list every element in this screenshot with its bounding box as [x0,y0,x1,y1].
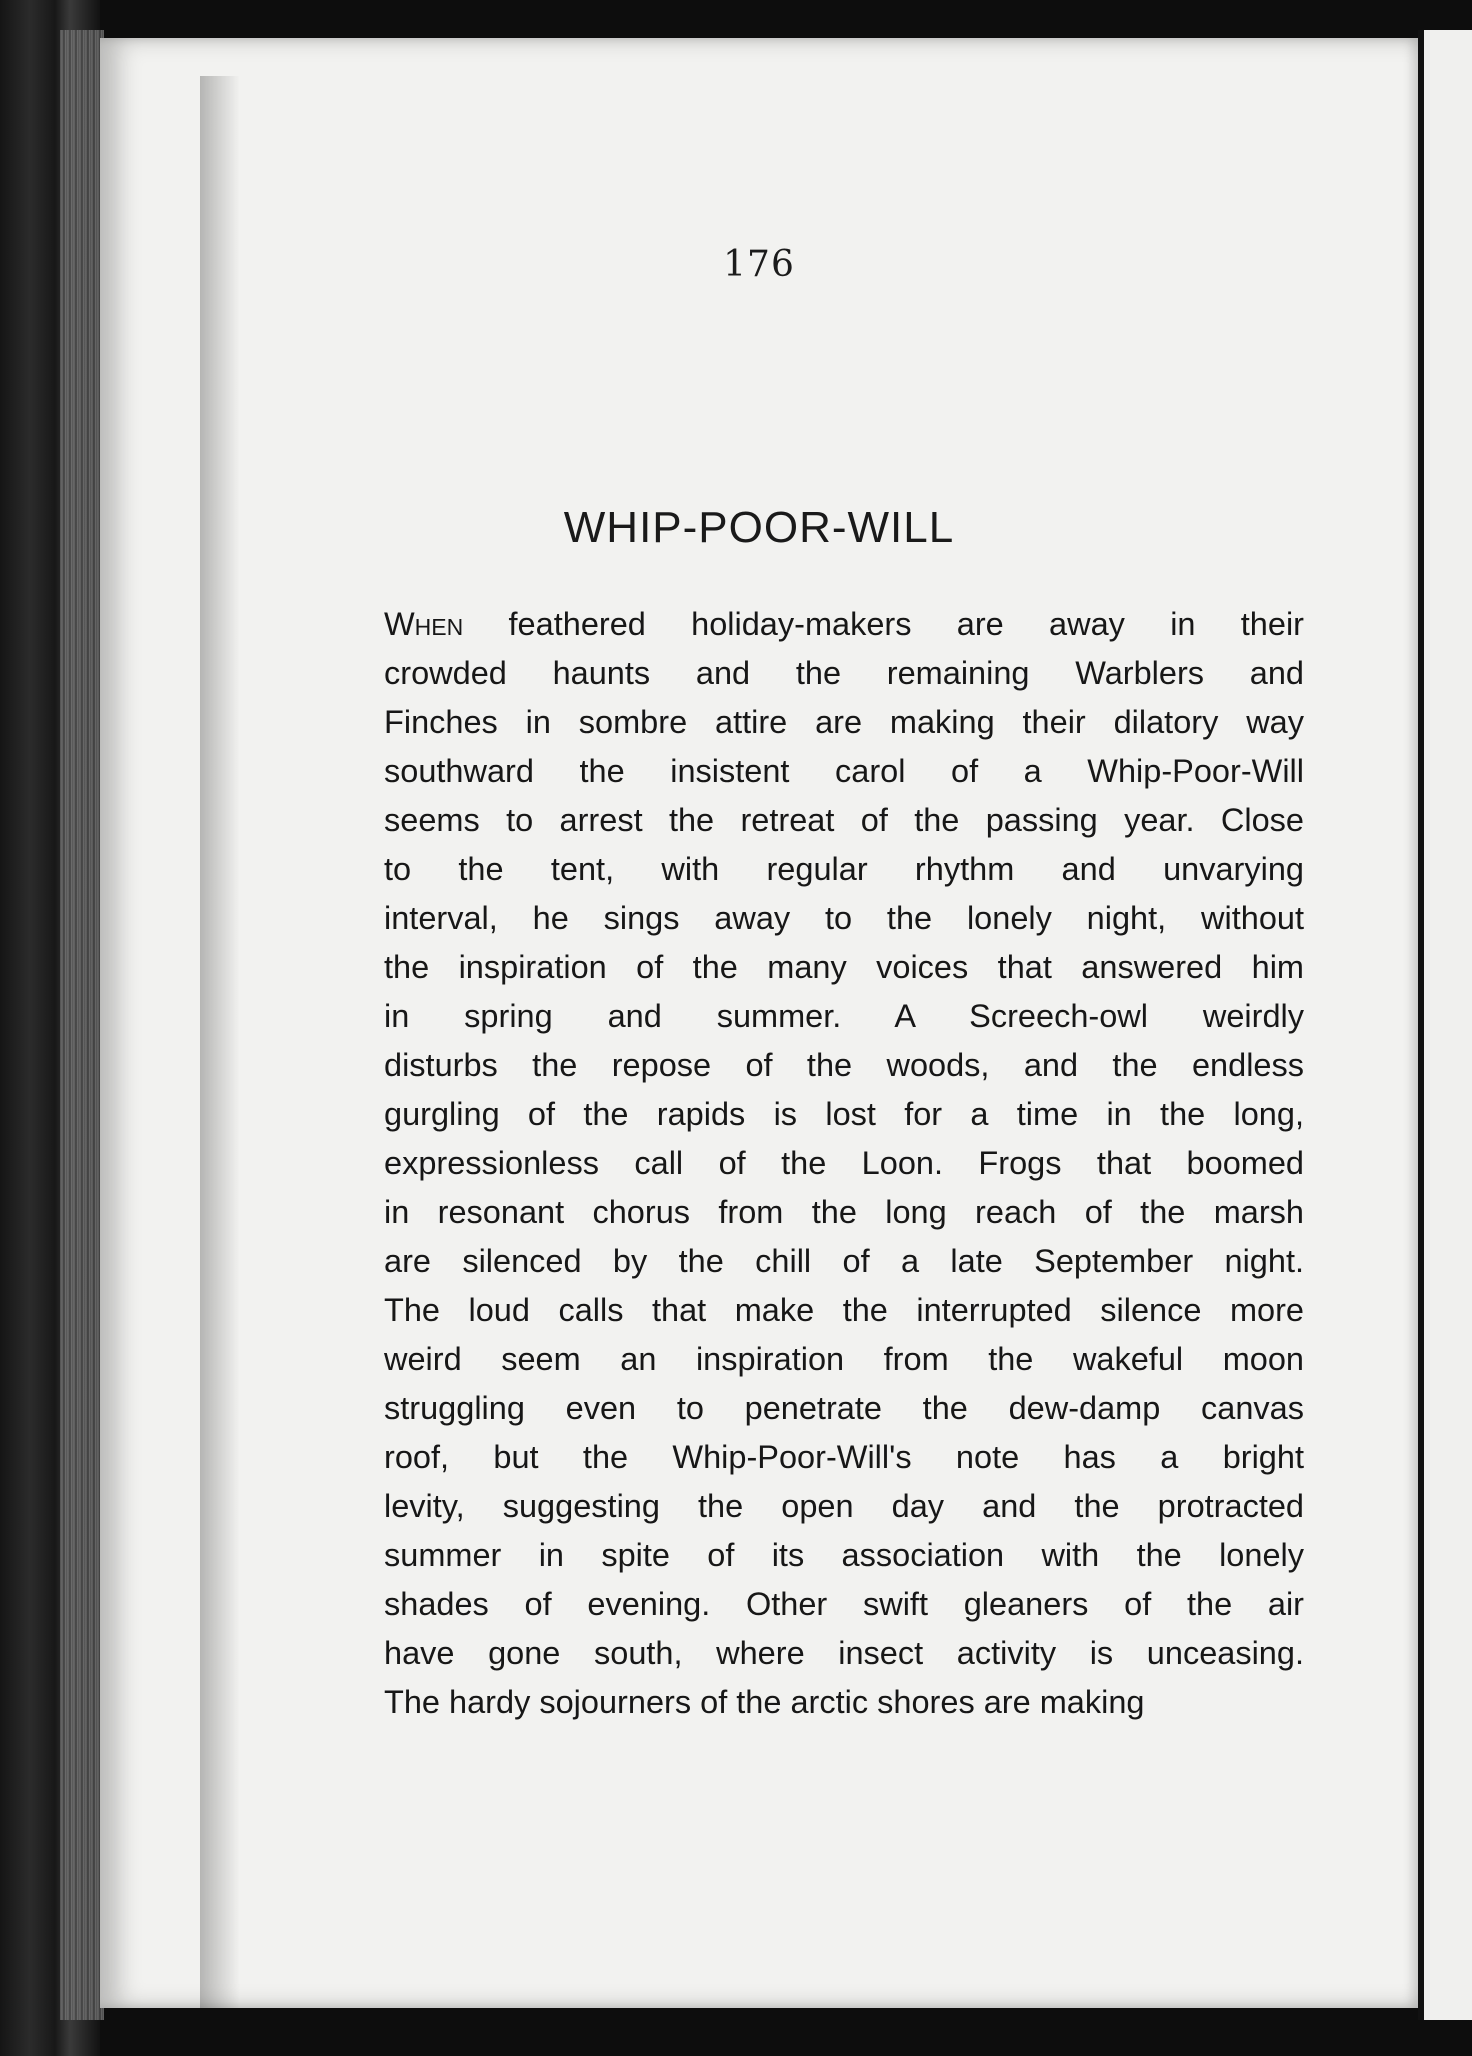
text-line: are silenced by the chill of a late September night. [384,1243,1304,1279]
page-stack-edge [60,30,104,2020]
text-line: in resonant chorus from the long reach of the marsh [384,1194,1304,1230]
text-line: expressionless call of the Loon. Frogs that boomed [384,1145,1304,1181]
text-line: weird seem an inspiration from the wakeful moon [384,1341,1304,1377]
book-page [100,38,1418,2008]
text-line: have gone south, where insect activity is unceasing. [384,1635,1304,1671]
text-line: The hardy sojourners of the arctic shores are making [384,1684,1145,1720]
body-text [384,600,1304,1727]
text-line: levity, suggesting the open day and the protracted [384,1488,1304,1524]
text-line: roof, but the Whip-Poor-Will's note has a bright [384,1439,1304,1475]
text-line: interval, he sings away to the lonely night, without [384,900,1304,936]
text-line: struggling even to penetrate the dew-damp canvas [384,1390,1304,1426]
text-line: summer in spite of its association with the lonely [384,1537,1304,1573]
text-line: to the tent, with regular rhythm and unvarying [384,851,1304,887]
text-line: in spring and summer. A Screech-owl weirdly [384,998,1304,1034]
spine-shadow [200,76,240,2008]
text-line: Finches in sombre attire are making their dilatory way [384,704,1304,740]
text-line: the inspiration of the many voices that answered him [384,949,1304,985]
text-line: crowded haunts and the remaining Warblers and [384,655,1304,691]
text-line: southward the insistent carol of a Whip-Poor-Will [384,753,1304,789]
page-number: 176 [723,244,795,285]
text-line: disturbs the repose of the woods, and the endless [384,1047,1304,1083]
text-line: seems to arrest the retreat of the passing year. Close [384,802,1304,838]
next-page-edge [1418,30,1472,2020]
text-line: The loud calls that make the interrupted silence more [384,1292,1304,1328]
text-line: gurgling of the rapids is lost for a time in the long, [384,1096,1304,1132]
lead-word: When [384,606,464,642]
text-line: shades of evening. Other swift gleaners of the air [384,1586,1304,1622]
chapter-title: WHIP-POOR-WILL [563,503,955,552]
text-line: When feathered holiday-makers are away in their [384,606,1304,642]
